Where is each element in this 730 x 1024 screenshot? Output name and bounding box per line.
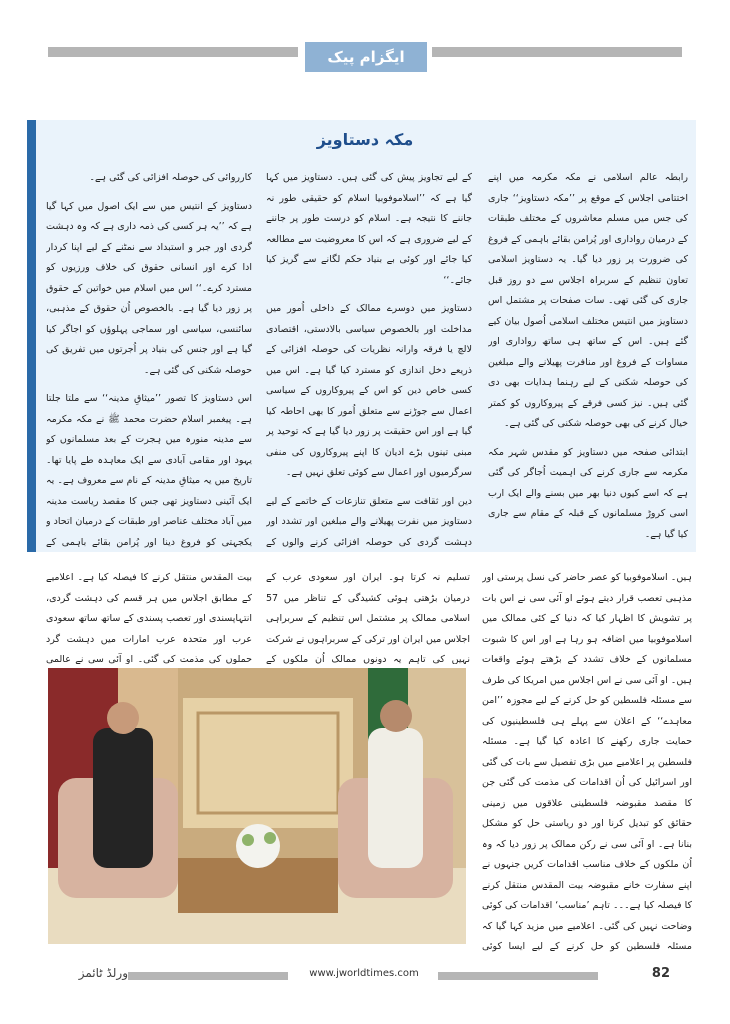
paragraph: کارروائی کی حوصلہ افزائی کی گئی ہے۔ <box>89 172 252 183</box>
footer-url[interactable]: www.jworldtimes.com <box>309 968 419 979</box>
paragraph: دستاویز کے انتیس میں سے ایک اصول میں کہا گیا ہے کہ ’’یہ ہر کسی کی ذمہ داری ہے کہ وہ دہشت گردی اور جبر و استبداد سے نمٹنے کے لیے اپنا کردار ادا کرے اور انسانی حقوق کی خلاف ورزیوں کو مسترد کرے۔‘‘ اس میں اسلام میں خواتین کے حقوق پر زور دیا گیا ہے۔ بالخصوص اُن حقوق کے مذہبی، سائنسی، سیاسی اور سماجی پہلوؤں کو اجاگر کیا گیا ہے اور جنس کی بنیاد پر اُجرتوں میں تفریق کی حوصلہ شکنی کی گئی ہے۔ <box>46 200 252 376</box>
lower-column-left <box>46 568 252 664</box>
paragraph: تسلیم نہ کرتا ہو۔ ایران اور سعودی عرب کے درمیان بڑھتی ہوئی کشیدگی کے تناظر میں 57 اسلامی ممالک پر مشتمل اس تنظیم کے سربراہی اجلاس میں ایران اور ترکی کے سربراہوں نے شرکت نہیں کی تاہم یہ دونوں ممالک اُن ملکوں کے <box>266 572 470 664</box>
paragraph: ابتدائی صفحہ میں دستاویز کو مقدس شہر مکہ مکرمہ سے جاری کرنے کی اہمیت اُجاگر کی گئی ہے کہ اسے کیوں دنیا بھر میں بسنے والے ایک ارب اسی کروڑ مسلمانوں کے قبلہ کے مقام سے جاری کیا گیا ہے۔ <box>488 446 688 540</box>
paragraph: رابطہ عالم اسلامی نے مکہ مکرمہ میں اپنے اختتامی اجلاس کے موقع پر ’’مکہ دستاویز‘‘ جاری کی جس میں مسلم معاشروں کے مختلف طبقات کے درمیان رواداری اور پُرامن بقائے باہمی کے فروغ کی ضرورت پر زور دیا گیا۔ یہ دستاویز اسلامی تعاون تنظیم کے سربراہ اجلاس سے دو روز قبل جاری کی گئی تھی۔ سات صفحات پر مشتمل اس دستاویز میں انتیس مختلف اسلامی اُصول بیان کیے گئے ہیں۔ اس کے ساتھ ہی ساتھ رواداری اور مساوات کے فروغ اور منافرت پھیلانے والے مبلغین کی حوصلہ شکنی کے لیے رہنما ہدایات بھی دی گئی ہیں۔ نیز کسی فرقے کے پیروکاروں کو کمتر خیال کرنے کی بھی حوصلہ شکنی کی گئی ہے۔ <box>488 172 688 429</box>
footer-rule-right <box>438 972 598 980</box>
page-number: 82 <box>651 966 670 981</box>
box-column-right <box>488 168 688 553</box>
footer-publication: ورلڈ ٹائمز <box>78 966 128 980</box>
paragraph: دین اور ثقافت سے متعلق تنازعات کے خاتمے کے لیے دستاویز میں نفرت پھیلانے والے مبلغین اور تشدد اور دہشت گردی کی حوصلہ افزائی کرنے والوں کے <box>266 495 472 548</box>
paragraph: بیت المقدس منتقل کرنے کا فیصلہ کیا ہے۔ اعلامیے کے مطابق اجلاس میں ہر قسم کی دہشت گردی، انتہاپسندی اور تعصب پسندی کے ساتھ ساتھ سعودی عرب اور متحدہ عرب امارات میں دہشت گرد حملوں کی مذمت کی گئی۔ او آئی سی نے عالمی <box>46 572 252 664</box>
lower-column-right <box>482 568 692 956</box>
box-column-middle <box>266 168 472 553</box>
lower-column-middle <box>266 568 470 664</box>
paragraph: دستاویز میں دوسرے ممالک کے داخلی اُمور میں مداخلت اور بالخصوص سیاسی بالادستی، اقتصادی لالچ یا فرقہ وارانہ نظریات کی حوصلہ افزائی کے ذریعے دخل اندازی کو مسترد کیا گیا ہے۔ اس میں کسی خاص دین کو اس کے پیروکاروں کے سیاسی اعمال سے جوڑنے سے متعلق اُمور کا بھی احاطہ کیا گیا ہے اور اس حقیقت پر زور دیا گیا ہے کہ توحید پر مبنی تینوں بڑے ادیان کا اپنے پیروکاروں کی منفی سرگرمیوں اور اعمال سے کوئی تعلق نہیں ہے۔ <box>266 303 472 478</box>
box-title: مکہ دستاویز <box>316 130 414 149</box>
meeting-photo <box>48 668 466 944</box>
paragraph: ہیں۔ اسلاموفوبیا کو عصر حاضر کی نسل پرستی اور مذہبی تعصب قرار دیتے ہوئے او آئی سی نے اس بات پر تشویش کا اظہار کیا کہ دنیا کے کئی ممالک میں اسلاموفوبیا میں اضافہ ہو رہا ہے اور اس کا شبوت مسلمانوں کے خلاف تشدد کے بڑھتے ہوئے واقعات ہیں۔ او آئی سی نے اس اجلاس میں امریکا کی طرف سے مسئلہ فلسطین کو حل کرنے کے لیے مجوزہ ’’امن معاہدے‘‘ کے اعلان سے پہلے ہی فلسطینیوں کی حمایت جاری رکھنے کا اعادہ کیا گیا ہے۔ مسئلہ فلسطین پر اعلامیے میں بڑی تفصیل سے بات کی گئی اور اسرائیل کی اُن اقدامات کی مذمت کی گئی جن کا مقصد مقبوضہ فلسطینی علاقوں میں زمینی حقائق کو تبدیل کرنا اور دو ریاستی حل کو مشکل بنانا ہے۔ او آئی سی نے رکن ممالک پر زور دیا کہ وہ اُن ملکوں کے خلاف مناسب اقدامات کریں جنہوں نے اپنے سفارت خانے مقبوضہ بیت المقدس منتقل کرنے کا فیصلہ کیا ہے۔۔۔ تاہم ’مناسب‘ اقدامات کی کوئی وضاحت نہیں کی گئی۔ اعلامیے میں مزید کہا گیا کہ مسئلہ فلسطین کو حل کرنے کے لیے ایسا کوئی <box>482 572 692 952</box>
footer-rule-left <box>128 972 288 980</box>
meeting-photo-illustration <box>48 668 466 944</box>
section-label: ایگزام پیک <box>305 42 427 72</box>
paragraph: کے لیے تجاویز پیش کی گئی ہیں۔ دستاویز میں کہا گیا ہے کہ ’’اسلاموفوبیا اسلام کو حقیقی طور نہ جاننے کا نتیجہ ہے۔ اسلام کو درست طور پر جاننے کے لیے ضروری ہے کہ اس کا معروضیت سے مطالعہ کیا جائے اور کوئی بے بنیاد حکم لگانے سے گریز کیا جائے۔‘‘ <box>266 172 472 286</box>
box-accent-bar <box>27 120 36 552</box>
box-column-left <box>46 168 252 553</box>
header-rule-right <box>432 47 682 57</box>
header-rule-left <box>48 47 298 57</box>
paragraph: اس دستاویز کا تصور ’’میثاقِ مدینہ‘‘ سے ملتا جلتا ہے۔ پیغمبر اسلام حضرت محمد ﷺ نے مکہ مکرمہ سے مدینہ منورہ میں ہجرت کے بعد مسلمانوں کو یہود اور مقامی آبادی سے ایک معاہدہ طے پایا تھا۔ تاریخ میں یہ میثاقِ مدینہ کے نام سے معروف ہے۔ یہ ایک آئینی دستاویز تھی جس کا مقصد ریاست مدینہ میں آباد مختلف عناصر اور طبقات کے درمیان اتحاد و یکجہتی کو فروغ دینا اور پُرامن بقائے باہمی کے <box>46 393 252 548</box>
